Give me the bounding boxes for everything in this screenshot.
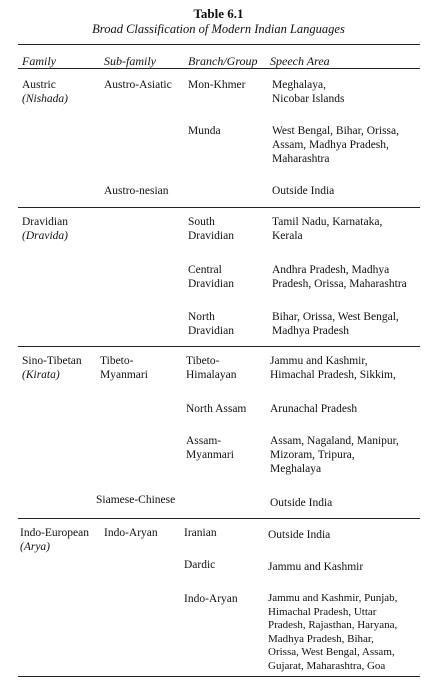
branch-cell: Tibeto- Himalayan	[186, 355, 237, 381]
table-caption: Broad Classification of Modern Indian Languages	[92, 22, 345, 36]
subfamily-cell: Indo-Aryan	[104, 527, 158, 539]
subfamily-cell: Tibeto- Myanmari	[100, 355, 148, 381]
branch-cell: Munda	[188, 125, 221, 137]
header-family: Family	[22, 54, 56, 68]
subfamily-cell: Austro-Asiatic	[104, 79, 172, 91]
family-alt-name: (Kirata)	[22, 369, 60, 381]
speech-area-cell: Andhra Pradesh, Madhya Pradesh, Orissa, Maharashtra	[272, 264, 407, 290]
speech-area-cell: Meghalaya, Nicobar Islands	[272, 79, 345, 105]
branch-cell: Iranian	[184, 527, 217, 539]
speech-area-cell: West Bengal, Bihar, Orissa, Assam, Madhya Pradesh, Maharashtra	[272, 125, 400, 165]
branch-cell: South Dravidian	[188, 216, 234, 242]
subfamily-cell: Austro-nesian	[104, 185, 169, 197]
header-branch: Branch/Group	[188, 54, 258, 68]
header-subfamily: Sub-family	[104, 54, 156, 68]
speech-area-cell: Jammu and Kashmir, Himachal Pradesh, Sikkim,	[270, 355, 396, 381]
speech-area-cell: Tamil Nadu, Karnataka, Kerala	[272, 216, 383, 242]
speech-area-cell: Outside India	[268, 529, 331, 541]
speech-area-cell: Outside India	[270, 497, 333, 509]
group-divider	[18, 346, 420, 347]
family-name: Sino-Tibetan	[22, 355, 82, 367]
family-alt-name: (Arya)	[20, 541, 51, 553]
branch-cell: Central Dravidian	[188, 264, 234, 290]
family-alt-name: (Dravida)	[22, 230, 68, 242]
branch-cell: North Dravidian	[188, 311, 234, 337]
branch-cell: Mon-Khmer	[188, 79, 246, 91]
table-title: Table 6.1	[193, 6, 244, 21]
family-name: Dravidian	[22, 216, 68, 228]
branch-cell: Dardic	[184, 559, 216, 571]
group-divider	[18, 518, 420, 519]
top-rule	[18, 44, 420, 45]
speech-area-cell: Jammu and Kashmir	[268, 561, 364, 573]
header-rule	[18, 68, 420, 69]
family-name: Indo-European	[20, 527, 89, 539]
branch-cell: North Assam	[186, 403, 247, 415]
group-divider	[18, 207, 420, 208]
speech-area-cell: Arunachal Pradesh	[270, 403, 358, 415]
branch-cell: Assam- Myanmari	[186, 435, 234, 461]
subfamily-cell: Siamese-Chinese	[96, 494, 176, 506]
speech-area-cell: Outside India	[272, 185, 335, 197]
bottom-rule	[18, 676, 420, 677]
family-alt-name: (Nishada)	[22, 93, 68, 105]
speech-area-cell: Bihar, Orissa, West Bengal, Madhya Pradesh	[272, 311, 399, 337]
speech-area-cell: Assam, Nagaland, Manipur, Mizoram, Tripura, Meghalaya	[270, 435, 399, 475]
branch-cell: Indo-Aryan	[184, 593, 238, 605]
header-speech-area: Speech Area	[270, 54, 330, 68]
speech-area-cell: Jammu and Kashmir, Punjab, Himachal Pradesh, Uttar Pradesh, Rajasthan, Haryana, Madhya Pradesh, Bihar, Orissa, West Bengal, Assam, Gujarat, Maharashtra, Goa	[268, 592, 398, 672]
family-name: Austric	[22, 79, 56, 91]
